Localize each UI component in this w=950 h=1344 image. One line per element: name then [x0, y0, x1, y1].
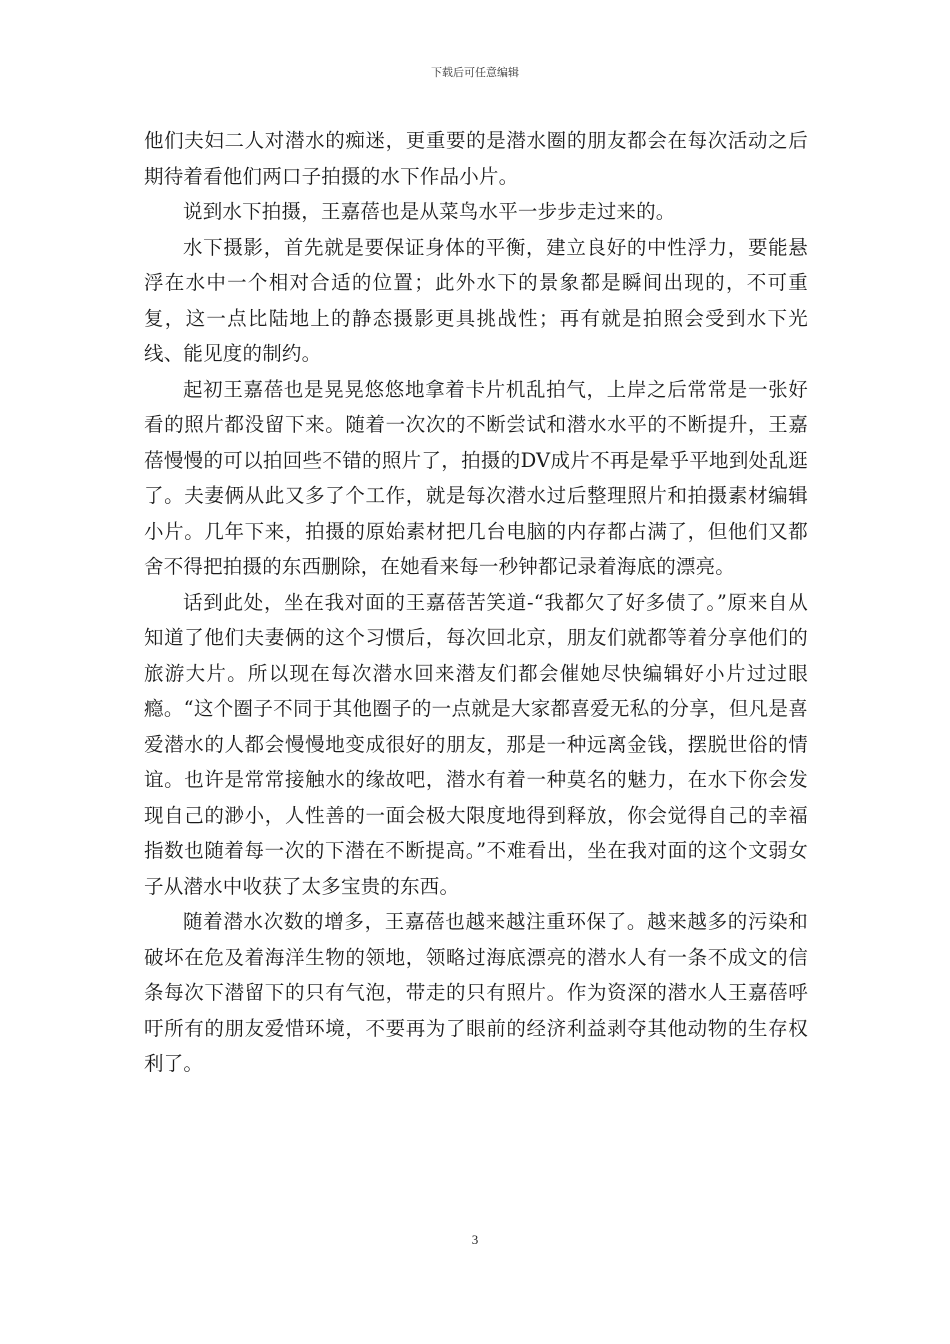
- paragraph: 起初王嘉蓓也是晃晃悠悠地拿着卡片机乱拍气，上岸之后常常是一张好看的照片都没留下来。随着一次次的不断尝试和潜水水平的不断提升，王嘉蓓慢慢的可以拍回些不错的照片了，拍摄的DV成片不再是晕乎平地到处乱逛了。夫妻俩从此又多了个工作，就是每次潜水过后整理照片和拍摄素材编辑小片。几年下来，拍摄的原始素材把几台电脑的内存都占满了，但他们又都舍不得把拍摄的东西删除，在她看来每一秒钟都记录着海底的漂亮。: [144, 377, 808, 578]
- document-body: [144, 123, 808, 1082]
- paragraph: 随着潜水次数的增多，王嘉蓓也越来越注重环保了。越来越多的污染和破坏在危及着海洋生物的领地，领略过海底漂亮的潜水人有一条不成文的信条每次下潜留下的只有气泡，带走的只有照片。作为资深的潜水人王嘉蓓呼吁所有的朋友爱惜环境，不要再为了眼前的经济利益剥夺其他动物的生存权利了。: [144, 910, 808, 1075]
- page-number: 3: [471, 1232, 479, 1247]
- paragraph: 说到水下拍摄，王嘉蓓也是从菜鸟水平一步步走过来的。: [183, 200, 676, 223]
- page-header: 下载后可任意编辑: [431, 66, 519, 79]
- paragraph: 话到此处，坐在我对面的王嘉蓓苦笑道-“我都欠了好多债了。”原来自从知道了他们夫妻俩的这个习惯后，每次回北京，朋友们就都等着分享他们的旅游大片。所以现在每次潜水回来潜友们都会催她尽快编辑好小片过过眼瘾。“这个圈子不同于其他圈子的一点就是大家都喜爱无私的分享，但凡是喜爱潜水的人都会慢慢地变成很好的朋友，那是一种远离金钱，摆脱世俗的情谊。也许是常常接触水的缘故吧，潜水有着一种莫名的魅力，在水下你会发现自己的渺小，人性善的一面会极大限度地得到释放，你会觉得自己的幸福指数也随着每一次的下潜在不断提高。”不难看出，坐在我对面的这个文弱女子从潜水中收获了太多宝贵的东西。: [144, 590, 808, 898]
- paragraph: 他们夫妇二人对潜水的痴迷，更重要的是潜水圈的朋友都会在每次活动之后期待着看他们两口子拍摄的水下作品小片。: [144, 129, 808, 188]
- paragraph: 水下摄影，首先就是要保证身体的平衡，建立良好的中性浮力，要能悬浮在水中一个相对合适的位置；此外水下的景象都是瞬间出现的，不可重复，这一点比陆地上的静态摄影更具挑战性；再有就是拍照会受到水下光线、能见度的制约。: [144, 235, 808, 365]
